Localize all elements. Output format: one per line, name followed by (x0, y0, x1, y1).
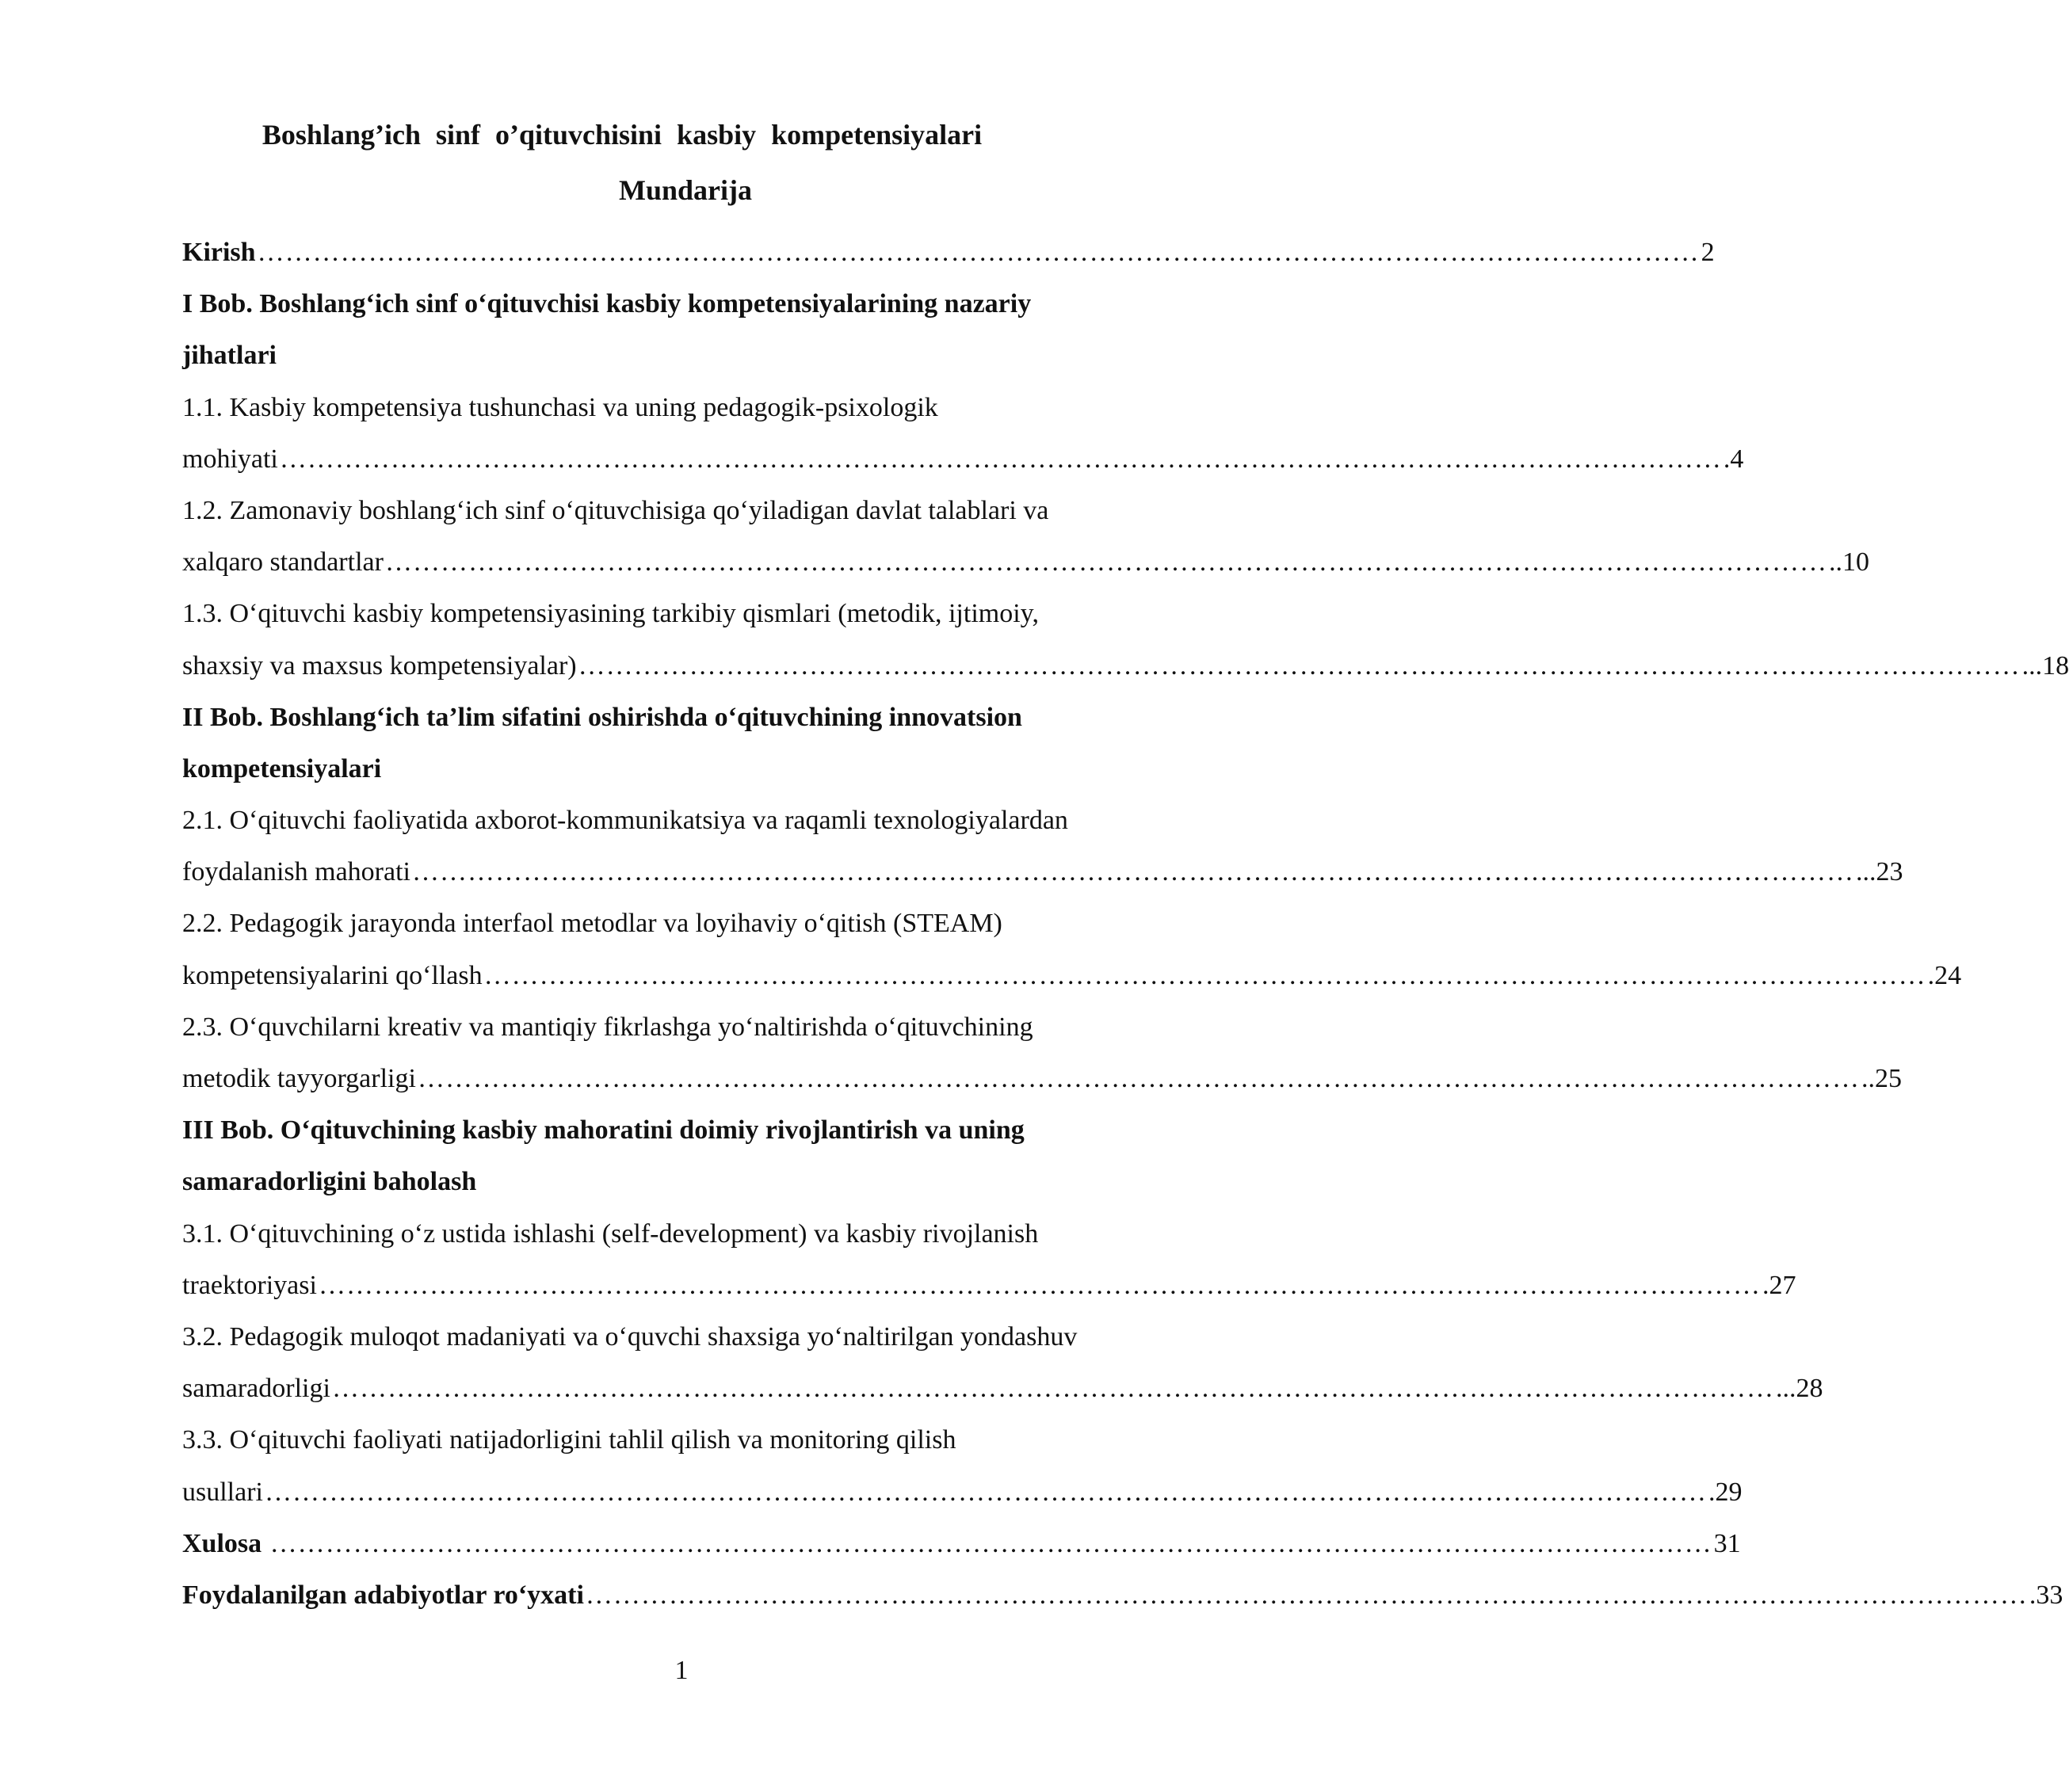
toc-chapter-1-title-cont[interactable]: jihatlari (182, 341, 277, 371)
toc-section-3-2-cont[interactable] (182, 1363, 1823, 1414)
toc-section-3-1-cont[interactable] (182, 1260, 1796, 1311)
toc-section-3-3-cont[interactable] (182, 1466, 1743, 1518)
toc-entry-title: metodik tayyorgarligi (182, 1064, 416, 1093)
toc-section-2-3-cont[interactable] (182, 1053, 1902, 1104)
toc-entry-title: Foydalanilgan adabiyotlar ro‘yxati (182, 1580, 584, 1610)
dot-leader: ………………………………………………………………………………………………………………………………………… (331, 1374, 1774, 1404)
dot-leader: ………………………………………………………………………………………………………………………………………… (384, 547, 1827, 578)
table-of-contents (182, 227, 2069, 1621)
toc-chapter-2-title[interactable]: II Bob. Boshlang‘ich ta’lim sifatini oshirishda o‘qituvchining innovatsion (182, 702, 1022, 732)
toc-page-number: ...18 (2021, 650, 2069, 681)
dot-leader: ………………………………………………………………………………………………………………………………………… (578, 650, 2021, 681)
toc-entry-title: xalqaro standartlar (182, 547, 384, 578)
toc-entry-title: traektoriyasi (182, 1270, 317, 1300)
toc-chapter-3-title[interactable]: III Bob. O‘qituvchining kasbiy mahoratini doimiy rivojlantirish va uning (182, 1115, 1025, 1146)
dot-leader: ………………………………………………………………………………………………………………………………………… (279, 444, 1722, 474)
dot-leader: ………………………………………………………………………………………………………………………………………… (411, 857, 1854, 887)
toc-entry-title: mohiyati (182, 444, 278, 474)
toc-heading: Mundarija (618, 174, 752, 206)
toc-page-number: ...23 (1855, 857, 1903, 887)
toc-page-number: 2 (1701, 238, 1715, 267)
toc-section-1-3-cont[interactable] (182, 640, 2069, 692)
toc-section-3-1[interactable]: 3.1. O‘qituvchining o‘z ustida ishlashi (self-development) va kasbiy rivojlanish (182, 1218, 1039, 1249)
toc-section-2-3[interactable]: 2.3. O‘quvchilarni kreativ va mantiqiy fikrlashga yo‘naltirishda o‘qituvchining (182, 1012, 1033, 1042)
page-number: 1 (674, 1656, 689, 1685)
toc-section-3-2[interactable]: 3.2. Pedagogik muloqot madaniyati va o‘quvchi shaxsiga yo‘naltirilgan yondashuv (182, 1321, 1078, 1352)
toc-section-2-1-cont[interactable] (182, 846, 1903, 898)
toc-entry-title: samaradorligi (182, 1374, 330, 1404)
toc-section-1-1[interactable]: 1.1. Kasbiy kompetensiya tushunchasi va uning pedagogik-psixologik (182, 392, 938, 422)
toc-entry-title: kompetensiyalarini qo‘llash (182, 960, 483, 990)
toc-page-number: 31 (1713, 1528, 1741, 1558)
toc-section-1-1-cont[interactable] (182, 433, 1744, 485)
toc-section-2-2[interactable]: 2.2. Pedagogik jarayonda interfaol metodlar va loyihaviy o‘qitish (STEAM) (182, 909, 1002, 939)
toc-section-1-2-cont[interactable] (182, 536, 1869, 588)
toc-page-number: .27 (1762, 1270, 1796, 1300)
toc-chapter-3-title-cont[interactable]: samaradorligini baholash (182, 1167, 477, 1197)
toc-entry-adabiyotlar[interactable] (182, 1569, 2063, 1621)
toc-section-1-3[interactable]: 1.3. O‘qituvchi kasbiy kompetensiyasining tarkibiy qismlari (metodik, ijtimoiy, (182, 599, 1039, 629)
toc-section-2-2-cont[interactable] (182, 950, 1962, 1001)
dot-leader: ………………………………………………………………………………………………………………………………………… (585, 1580, 2028, 1610)
toc-entry-kirish[interactable] (182, 227, 1715, 278)
toc-section-3-3[interactable]: 3.3. O‘qituvchi faoliyati natijadorligini tahlil qilish va monitoring qilish (182, 1425, 956, 1455)
toc-entry-title: Xulosa (182, 1528, 269, 1558)
toc-section-2-1[interactable]: 2.1. O‘qituvchi faoliyatida axborot-kommunikatsiya va raqamli texnologiyalardan (182, 806, 1068, 836)
toc-entry-title: shaxsiy va maxsus kompetensiyalar) (182, 650, 577, 681)
dot-leader: ………………………………………………………………………………………………………………………………………… (318, 1270, 1761, 1300)
dot-leader: ………………………………………………………………………………………………………………………………………… (483, 960, 1926, 990)
toc-page-number: .29 (1708, 1477, 1743, 1507)
toc-entry-title: Kirish (182, 238, 256, 267)
toc-chapter-1-title[interactable]: I Bob. Boshlang‘ich sinf o‘qituvchisi kasbiy kompetensiyalarining nazariy (182, 289, 1032, 319)
toc-chapter-2-title-cont[interactable]: kompetensiyalari (182, 753, 382, 784)
toc-page-number: ...28 (1775, 1374, 1823, 1404)
toc-entry-title: foydalanish mahorati (182, 857, 410, 887)
dot-leader: ………………………………………………………………………………………………………………………………………… (264, 1477, 1707, 1507)
toc-page-number: ..10 (1828, 547, 1869, 578)
document-title: Boshlang’ich sinf o’qituvchisini kasbiy kompetensiyalari (261, 119, 983, 151)
toc-page-number: .24 (1927, 960, 1962, 990)
dot-leader: ………………………………………………………………………………………………………………………………………… (269, 1528, 1712, 1558)
dot-leader: ………………………………………………………………………………………………………………………………………… (257, 238, 1700, 267)
toc-page-number: .4 (1723, 444, 1744, 474)
dot-leader: ………………………………………………………………………………………………………………………………………… (417, 1064, 1860, 1093)
toc-entry-title: usullari (182, 1477, 263, 1507)
toc-page-number: ..25 (1861, 1064, 1902, 1093)
toc-section-1-2[interactable]: 1.2. Zamonaviy boshlang‘ich sinf o‘qituvchisiga qo‘yiladigan davlat talablari va (182, 495, 1049, 525)
toc-page-number: .33 (2029, 1580, 2063, 1610)
toc-entry-xulosa[interactable] (182, 1518, 1741, 1569)
